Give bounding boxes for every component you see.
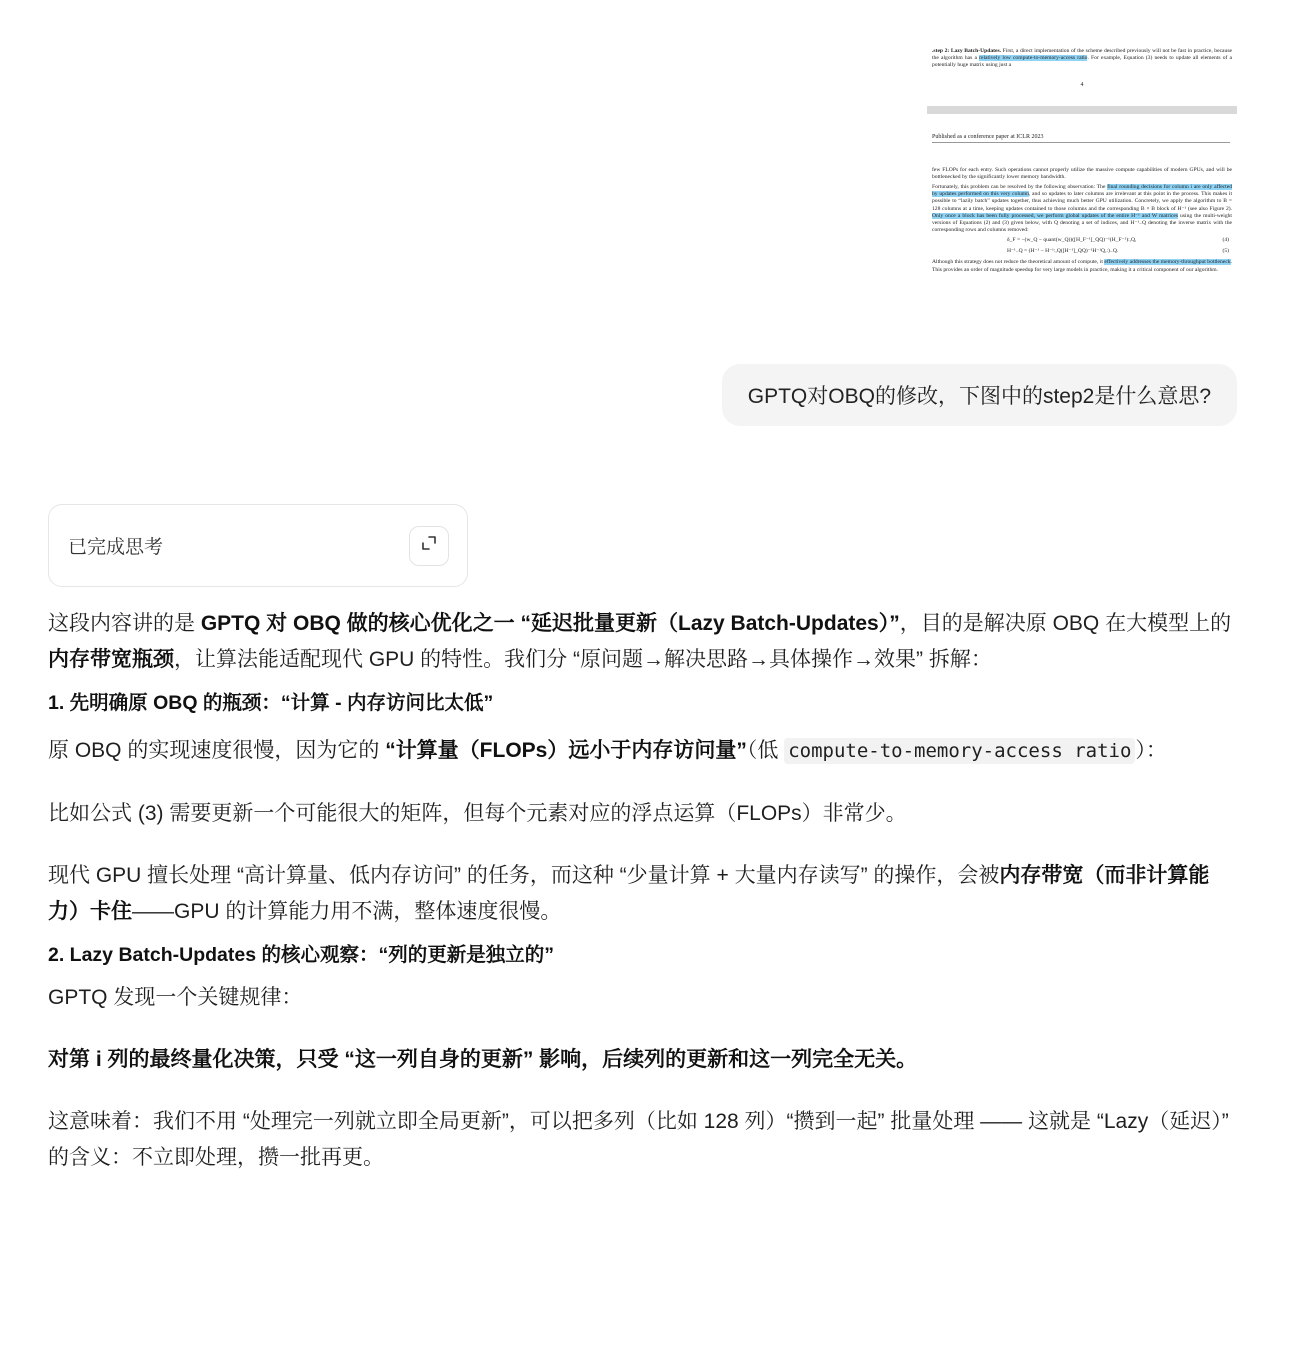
answer-paragraph-3: 比如公式 (3) 需要更新一个可能很大的矩阵，但每个元素对应的浮点运算（FLOPs）非常少。 [48, 802, 907, 825]
paper-highlight: final rounding decisions for column i are only affected by updates performed on this very column [932, 184, 1232, 198]
paper-page-number: 4 [1080, 81, 1084, 88]
paper-paragraph-1: few FLOPs for each entry. Such operations cannot properly utilize the massive compute capabilities of modern GPUs, and will be bottlenecked by the significantly lower memory bandwidth. [932, 166, 1232, 180]
answer-paragraph-5: GPTQ 发现一个关键规律： [48, 986, 303, 1009]
paper-step2-heading: .step 2: Lazy Batch-Updates. [932, 48, 1002, 54]
page-separator [927, 106, 1237, 114]
answer-paragraph-2: 原 OBQ 的实现速度很慢，因为它的 “计算量（FLOPs）远小于内存访问量”（低 compute-to-memory-access ratio ）： [48, 739, 1167, 762]
paper-paragraph-2: Fortunately, this problem can be resolved by the following observation: The final rounding decisions for column i are only affected by updates performed on this very column, and so updates to later columns are irrelevant at this point in the process. This makes it possible to “lazily batch” updates together, thus achieving much better GPU utilization. Concretely, we apply the algorithm to B = 128 columns at a time, keeping updates contained to those columns and the corresponding B × B block of H⁻¹ (see also Figure 2). Only once a block has been fully processed, we perform global updates of the entire H⁻¹ and W matrices using the multi-weight versions of Equations (2) and (3) given below, with Q denoting a set of indices, and H⁻¹₋Q denoting the inverse matrix with the corresponding rows and columns removed: [932, 184, 1232, 234]
expand-button[interactable] [409, 526, 449, 566]
thinking-status-box[interactable] [48, 504, 468, 587]
paper-step2-paragraph: .step 2: Lazy Batch-Updates. First, a direct implementation of the scheme described previously will not be fast in practice, because the algorithm has a relatively low compute-to-memory-access ratio. For example, Equation (3) needs to update all elements of a potentially huge matrix using just a [932, 48, 1233, 69]
paper-highlight: Only once a block has been fully processed, we perform global updates of the entire H⁻¹ and W matrices [932, 212, 1179, 219]
answer-paragraph-7: 这意味着：我们不用 “处理完一列就立即全局更新”，可以把多列（比如 128 列）“攒到一起” 批量处理 —— 这就是 “Lazy（延迟）” 的含义：不立即处理，攒一批再更。 [48, 1110, 1229, 1169]
paper-paragraph-3: Although this strategy does not reduce the theoretical amount of compute, it effectively addresses the memory-throughput bottleneck. This provides an order of magnitude speedup for very large models in practice, making it a critical component of our algorithm. [932, 259, 1233, 273]
answer-heading-2: 2. Lazy Batch-Updates 的核心观察：“列的更新是独立的” [48, 944, 554, 966]
paper-highlight: effectively addresses the memory-throughput bottleneck [1104, 259, 1231, 266]
paper-equation-4: δ_F = −(w_Q − quant(w_Q))([H_F⁻¹]_QQ)⁻¹(H_F⁻¹):,Q, (4) [1007, 237, 1229, 244]
thinking-label: 已完成思考 [68, 537, 164, 558]
answer-paragraph-1: 这段内容讲的是 GPTQ 对 OBQ 做的核心优化之一 “延迟批量更新（Lazy Batch-Updates）”，目的是解决原 OBQ 在大模型上的内存带宽瓶颈，让算法能适配现代 GPU 的特性。我们分 “原问题→解决思路→具体操作→效果” 拆解： [48, 612, 1232, 671]
expand-icon [419, 533, 439, 558]
answer-heading-1: 1. 先明确原 OBQ 的瓶颈：“计算 - 内存访问比太低” [48, 692, 494, 714]
user-message-text: GPTQ对OBQ的修改，下图中的step2是什么意思? [747, 385, 1211, 408]
assistant-answer [48, 606, 1238, 1176]
paper-header: Published as a conference paper at ICLR 2023 [932, 134, 1230, 143]
answer-paragraph-4: 现代 GPU 擅长处理 “高计算量、低内存访问” 的任务，而这种 “少量计算 + 大量内存读写” 的操作，会被内存带宽（而非计算能力）卡住——GPU 的计算能力用不满，整体速度很慢。 [48, 864, 1210, 923]
user-message-bubble [722, 364, 1237, 426]
paper-equation-5: H⁻¹₋Q = (H⁻¹ − H⁻¹:,Q([H⁻¹]_QQ)⁻¹H⁻¹Q,:)₋Q. (5) [1007, 248, 1229, 255]
inline-code: compute-to-memory-access ratio [784, 738, 1135, 764]
attached-paper-image[interactable] [927, 48, 1237, 354]
answer-paragraph-6: 对第 i 列的最终量化决策，只受 “这一列自身的更新” 影响，后续列的更新和这一列完全无关。 [48, 1048, 918, 1071]
paper-highlight: relatively low compute-to-memory-access ratio [979, 55, 1088, 62]
